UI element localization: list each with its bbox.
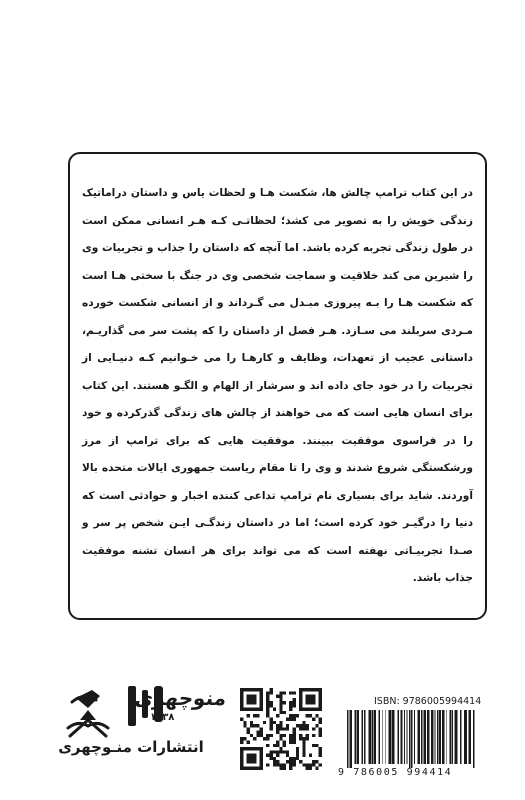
- publisher-name: انتشارات منـوچهری: [58, 738, 204, 756]
- publisher-logo-text: منوچهری: [133, 686, 229, 710]
- blurb-text: در این کتاب ترامپ چالش ها، شکست هـا و لحظات یاس و داستان دراماتیک زندگی خویش را به تصویر می کشد؛ لحظاتـی کـه هـر انسانی ممکن است در طول زندگی تجربه کرده باشد. اما آنچه که داستان را جذاب و تجربیات وی را شیرین می کند خلاقیت و سماجت شخصی وی در جنگ با سختی هـا است که شکست هـا را بـه پیروزی مبـدل می گـرداند و از انسانی شکست خورده مـردی سربلند می سـازد. هـر فصل از داستان را که پشت سر می گذاریـم، داستانی عجیب از تعهدات، وظایف و کارهـا را می خـوانیم کـه دنیـایی از تجربیات را در خود جای داده اند و سرشار از الهام و الگـو هستند. این کتاب برای انسان هایی است که می خواهند از چالش های زندگی گذرکرده و خود را در فراسوی موفقیت ببینند. موفقیت هایی که برای ترامپ از مرز ورشکستگی شروع شدند و وی را تا مقام ریاست جمهوری ایالات متحده بالا آوردند. شاید برای بسیاری نام ترامپ تداعی کننده اخبار و حوادثی است که دنیا را درگیـر خود کرده است؛ اما در داستان زندگـی ایـن شخص پر سر و صـدا تجربیـاتی نهفته است که می تواند برای هر انسان تشنه موفقیت جذاب باشد.: [82, 187, 473, 584]
- barcode-icon: [345, 710, 475, 768]
- publisher-year: ۱۳۳۸: [150, 712, 175, 723]
- isbn-label: ISBN: 9786005994414: [374, 696, 482, 707]
- blurb-box: [68, 152, 487, 620]
- qr-code-icon: [240, 688, 322, 770]
- barcode-digits: 9 786005 994414: [338, 767, 453, 778]
